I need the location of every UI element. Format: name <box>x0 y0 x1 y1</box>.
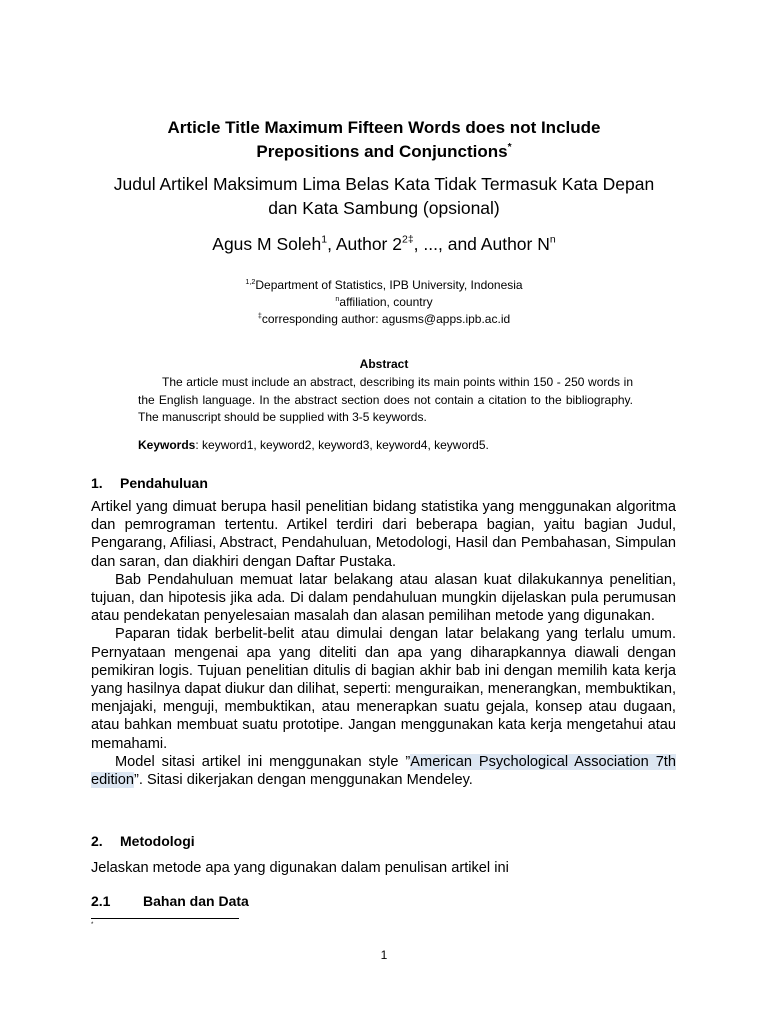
affiliation-2-sup: n <box>335 293 340 303</box>
section-title: Pendahuluan <box>120 475 208 491</box>
article-title-line2-text: Prepositions and Conjunctions <box>256 142 508 161</box>
section-heading-pendahuluan <box>91 475 208 491</box>
article-title-line1: Article Title Maximum Fifteen Words does not Include <box>167 118 601 137</box>
article-title-line2 <box>0 140 768 164</box>
author-1-sup: 1 <box>321 233 328 246</box>
author-n: , ..., and Author N <box>413 234 550 254</box>
section-body-metodologi: Jelaskan metode apa yang digunakan dalam penulisan artikel ini <box>91 860 509 876</box>
article-subtitle-line2: dan Kata Sambung (opsional) <box>268 198 500 218</box>
affiliation-1-sup: 1,2 <box>245 276 256 286</box>
corresponding-author <box>0 311 768 328</box>
highlighted-citation-style: American Psychological Association 7th edition <box>91 753 676 789</box>
author-2: , Author 2 <box>327 234 402 254</box>
keywords-line <box>138 438 638 452</box>
section-number: 2. <box>91 833 103 849</box>
title-footnote-mark: * <box>507 141 512 153</box>
subsection-number: 2.1 <box>91 893 111 909</box>
author-2-sup: 2‡ <box>401 233 414 246</box>
abstract-text: The article must include an abstract, describing its main points within 150 - 250 words in the English language. In the abstract section does not contain a citation to the bibliography. The manuscript should be supplied with 3-5 keywords. <box>138 375 633 424</box>
paragraph: Artikel yang dimuat berupa hasil penelitian bidang statistika yang menggunakan algoritma dan pemrograman tertentu. Artikel terdiri dari beberapa bagian, yaitu bagian Judul, Pengarang, Afiliasi, Abstract, Pendahuluan, Metodologi, Hasil dan Pembahasan, Simpulan dan saran, dan diakhiri dengan Daftar Pustaka. <box>91 499 676 570</box>
keywords-list: : keyword1, keyword2, keyword3, keyword4, keyword5. <box>195 438 489 452</box>
article-subtitle <box>60 172 708 220</box>
section-title: Metodologi <box>120 833 195 849</box>
author-1: Agus M Soleh <box>212 234 322 254</box>
corresponding-author-sup: ‡ <box>257 310 262 320</box>
paragraph: Paparan tidak berbelit-belit atau dimulai dengan latar belakang yang terlalu umum. Pernyataan mengenai apa yang diteliti dan apa yang diharapkannya diawali dengan pemikiran logis. Tujuan penelitian ditulis di bagian akhir bab ini dengan memilih kata kerja yang hasilnya dapat diukur dan dilihat, seperti: menguraikan, menerangkan, membuktikan, menjajaki, menguji, membuktikan, atau menerapkan suatu gejala, konsep atau dugaan, atau bahkan membuat suatu prototipe. Jangan menggunakan kata kerja mengetahui atau memahami. <box>91 626 676 752</box>
affiliation-1-text: Department of Statistics, IPB University, Indonesia <box>255 278 523 292</box>
footnote-separator <box>91 918 239 919</box>
page-number: 1 <box>380 948 388 962</box>
article-subtitle-line1: Judul Artikel Maksimum Lima Belas Kata Tidak Termasuk Kata Depan <box>113 174 655 194</box>
paragraph-text: ”. Sitasi dikerjakan dengan menggunakan Mendeley. <box>134 772 473 789</box>
section-body-pendahuluan <box>91 498 676 789</box>
author-list <box>0 232 768 256</box>
affiliation-2-text: affiliation, country <box>339 295 433 309</box>
affiliations <box>0 277 768 328</box>
affiliation-2 <box>0 294 768 311</box>
subsection-title: Bahan dan Data <box>143 893 249 909</box>
section-heading-metodologi <box>91 833 195 849</box>
corresponding-author-text: corresponding author: agusms@apps.ipb.ac.id <box>261 312 511 326</box>
paragraph-text: Model sitasi artikel ini menggunakan style ” <box>115 753 411 770</box>
footnote-mark: * <box>91 922 94 928</box>
article-title <box>0 116 768 164</box>
paragraph: Bab Pendahuluan memuat latar belakang atau alasan kuat dilakukannya penelitian, tujuan, dan hipotesis jika ada. Di dalam pendahuluan mungkin dijelaskan pula perumusan atau pendekatan penyelesaian masalah dan alasan pemilihan metode yang digunakan. <box>91 571 676 625</box>
paragraph-citation-style <box>91 753 676 789</box>
subsection-heading-bahan-data <box>91 893 249 909</box>
section-number: 1. <box>91 475 103 491</box>
affiliation-1 <box>0 277 768 294</box>
author-n-sup: n <box>549 233 556 246</box>
keywords-label: Keywords <box>138 438 196 452</box>
abstract-heading: Abstract <box>359 357 409 371</box>
